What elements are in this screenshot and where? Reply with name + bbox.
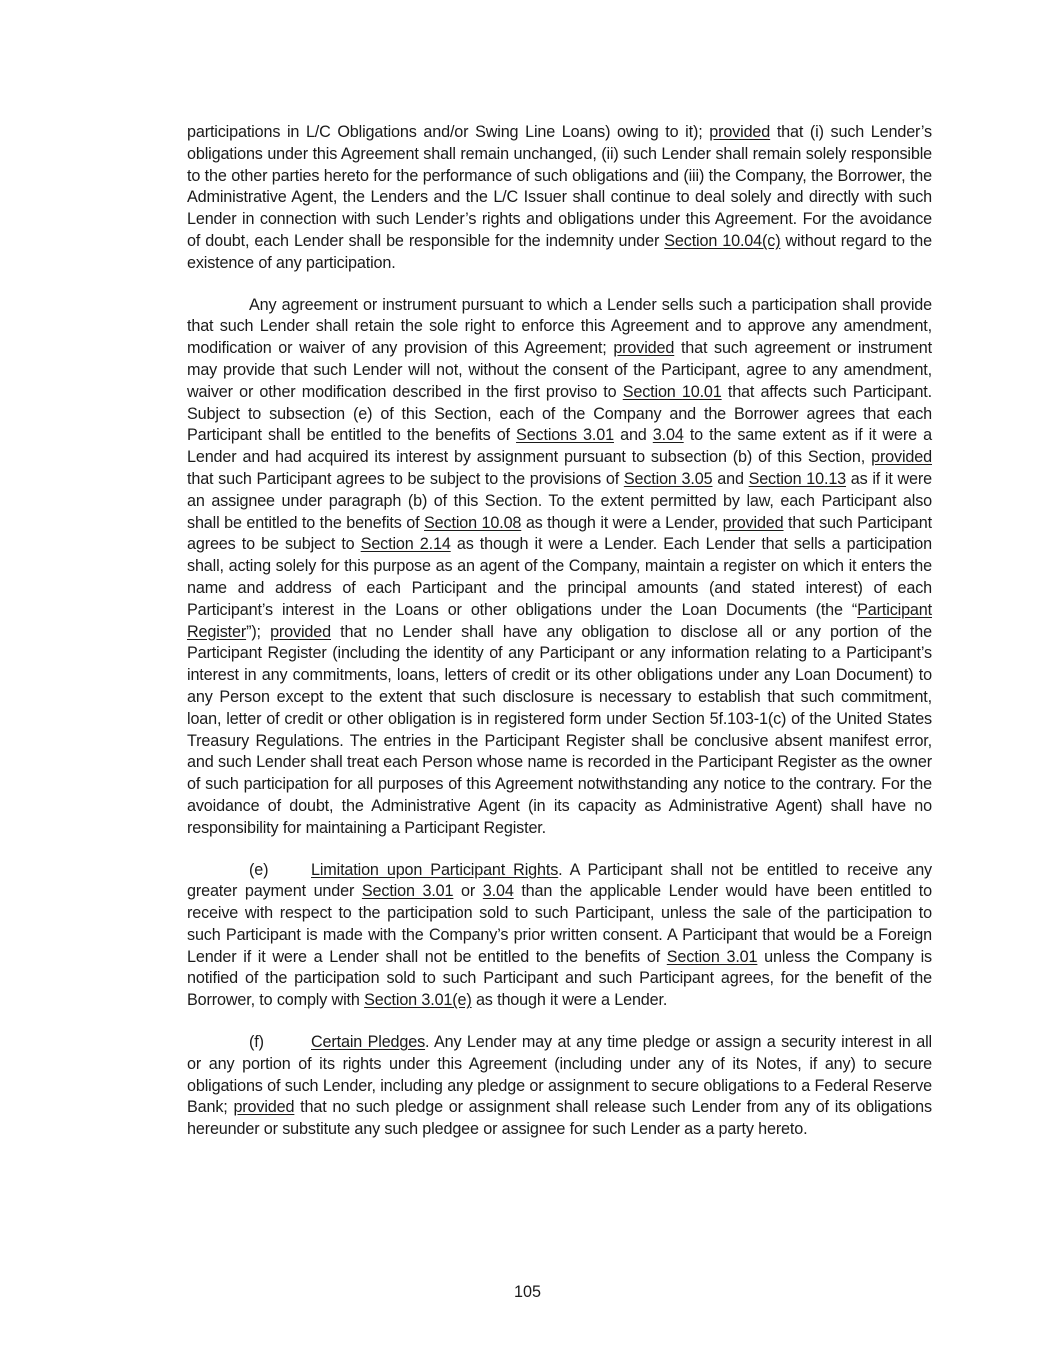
section-reference: Section 10.04(c) — [664, 231, 781, 250]
text-run: as if it were an assignee under paragraph (b) of this Section. To the extent permitted by law, each Participant also shall be entitled to the benefits of — [187, 469, 932, 532]
text-run: participations in L/C Obligations and/or Swing Line Loans) owing to it); — [187, 123, 710, 141]
text-run: to the same extent as if it were a Lender and had acquired its interest by assignment pursuant to subsection (b) of this Section, — [187, 426, 932, 467]
paragraph-participation-agreements — [187, 295, 932, 840]
subsection-heading: Limitation upon Participant Rights — [311, 860, 559, 879]
text-run: that such Participant agrees to be subject to the provisions of — [187, 469, 624, 488]
defined-term-provided: provided — [871, 448, 932, 467]
section-reference: 3.04 — [482, 882, 514, 901]
subsection-label: (e) — [249, 860, 269, 879]
text-run: as though it were a Lender. Each Lender that sells a participation shall, acting solely for this purpose as an agent of the Company, maintain a register on which it enters the name and address of each Participant and the principal amounts (and stated interest) of each Participant’s interest in the Loans or other obligations under the Loan Documents (the “ — [187, 535, 932, 619]
subsection-label: (f) — [249, 1033, 264, 1052]
section-reference: Section 10.01 — [622, 382, 722, 401]
section-reference: Sections 3.01 — [516, 426, 614, 445]
text-run: that no Lender shall have any obligation to disclose all or any portion of the Participant Register (including the identity of any Participant or any information relating to a Participant’s interest in any commitments, loans, letters of credit or its other obligations under any Loan Document) to any Person except to the extent that such disclosure is necessary to establish that such commitment, loan, letter of credit or other obligation is in registered form under Section 5f.103-1(c) of the United States Treasury Regulations. The entries in the Participant Register shall be conclusive absent manifest error, and such Lender shall treat each Person whose name is recorded in the Participant Register as the owner of such participation for all purposes of this Agreement notwithstanding any notice to the contrary. For the avoidance of doubt, the Administrative Agent (in its capacity as Administrative Agent) shall have no responsibility for maintaining a Participant Register. — [187, 622, 932, 837]
page-number: 105 — [513, 1283, 541, 1301]
subsection-heading: Certain Pledges — [311, 1033, 426, 1052]
defined-term-provided: provided — [722, 513, 784, 532]
text-run: that (i) such Lender’s obligations under this Agreement shall remain unchanged, (ii) such Lender shall remain solely responsible to the other parties hereto for the performance of such obligations and (iii) the Company, the Borrower, the Administrative Agent, the Lenders and the L/C Issuer shall continue to deal solely and directly with such Lender in connection with such Lender’s rights and obligations under this Agreement. For the avoidance of doubt, each Lender shall be responsible for the indemnity under — [187, 123, 932, 250]
text-run: than the applicable Lender would have been entitled to receive with respect to the participation sold to such Participant, unless the sale of the participation to such Participant is made with the Company’s prior written consent. A Participant that would be a Foreign Lender if it were a Lender shall not be entitled to the benefits of — [187, 882, 932, 966]
section-reference: Section 3.01 — [361, 882, 454, 901]
defined-term-provided: provided — [709, 123, 771, 141]
section-reference: 3.04 — [652, 426, 684, 445]
text-run: or — [453, 882, 483, 901]
defined-term-provided: provided — [270, 622, 331, 641]
text-run: and — [613, 426, 653, 445]
text-run: that no such pledge or assignment shall release such Lender from any of its obligations hereunder or substitute any such pledgee or assignee for such Lender as a party hereto. — [187, 1098, 932, 1139]
section-reference: Section 10.08 — [424, 513, 522, 532]
text-run: that such agreement or instrument may provide that such Lender will not, without the consent of the Participant, agree to any amendment, waiver or other modification described in the first proviso to — [187, 339, 932, 401]
defined-term-participant-register: Participant Register — [187, 600, 932, 641]
text-run: Any agreement or instrument pursuant to which a Lender sells such a participation shall provide that such Lender shall retain the sole right to enforce this Agreement and to approve any amendment, modification or waiver of any provision of this Agreement; — [187, 295, 932, 358]
section-reference: Section 10.13 — [748, 469, 847, 488]
section-reference: Section 3.01 — [666, 947, 758, 966]
text-run: unless the Company is notified of the participation sold to such Participant and such Participant agrees, for the benefit of the Borrower, to comply with — [187, 947, 932, 1010]
text-run: that affects such Participant. Subject to subsection (e) of this Section, each of the Company and the Borrower agrees that each Participant shall be entitled to the benefits of — [187, 382, 932, 445]
defined-term-provided: provided — [613, 339, 675, 358]
text-run: as though it were a Lender, — [521, 513, 723, 532]
section-reference: Section 3.01(e) — [364, 991, 472, 1010]
text-run: as though it were a Lender. — [471, 991, 668, 1010]
paragraph-limitation-upon-participant-rights — [187, 860, 932, 1013]
text-run: and — [712, 469, 749, 488]
text-run: ”); — [246, 622, 271, 641]
text-run: . Any Lender may at any time pledge or assign a security interest in all or any portion of its rights under this Agreement (including under any of its Notes, if any) to secure obligations of such Lender, including any pledge or assignment to secure obligations to a Federal Reserve Bank; — [187, 1033, 932, 1117]
defined-term-provided: provided — [233, 1098, 295, 1117]
section-reference: Section 2.14 — [360, 535, 451, 554]
text-run: that such Participant agrees to be subject to — [187, 513, 932, 554]
document-body — [187, 122, 932, 1161]
paragraph-participations-continued — [187, 122, 932, 275]
text-run: . A Participant shall not be entitled to receive any greater payment under — [187, 860, 932, 901]
text-run: without regard to the existence of any participation. — [187, 231, 932, 272]
section-reference: Section 3.05 — [623, 469, 713, 488]
paragraph-certain-pledges — [187, 1032, 932, 1141]
